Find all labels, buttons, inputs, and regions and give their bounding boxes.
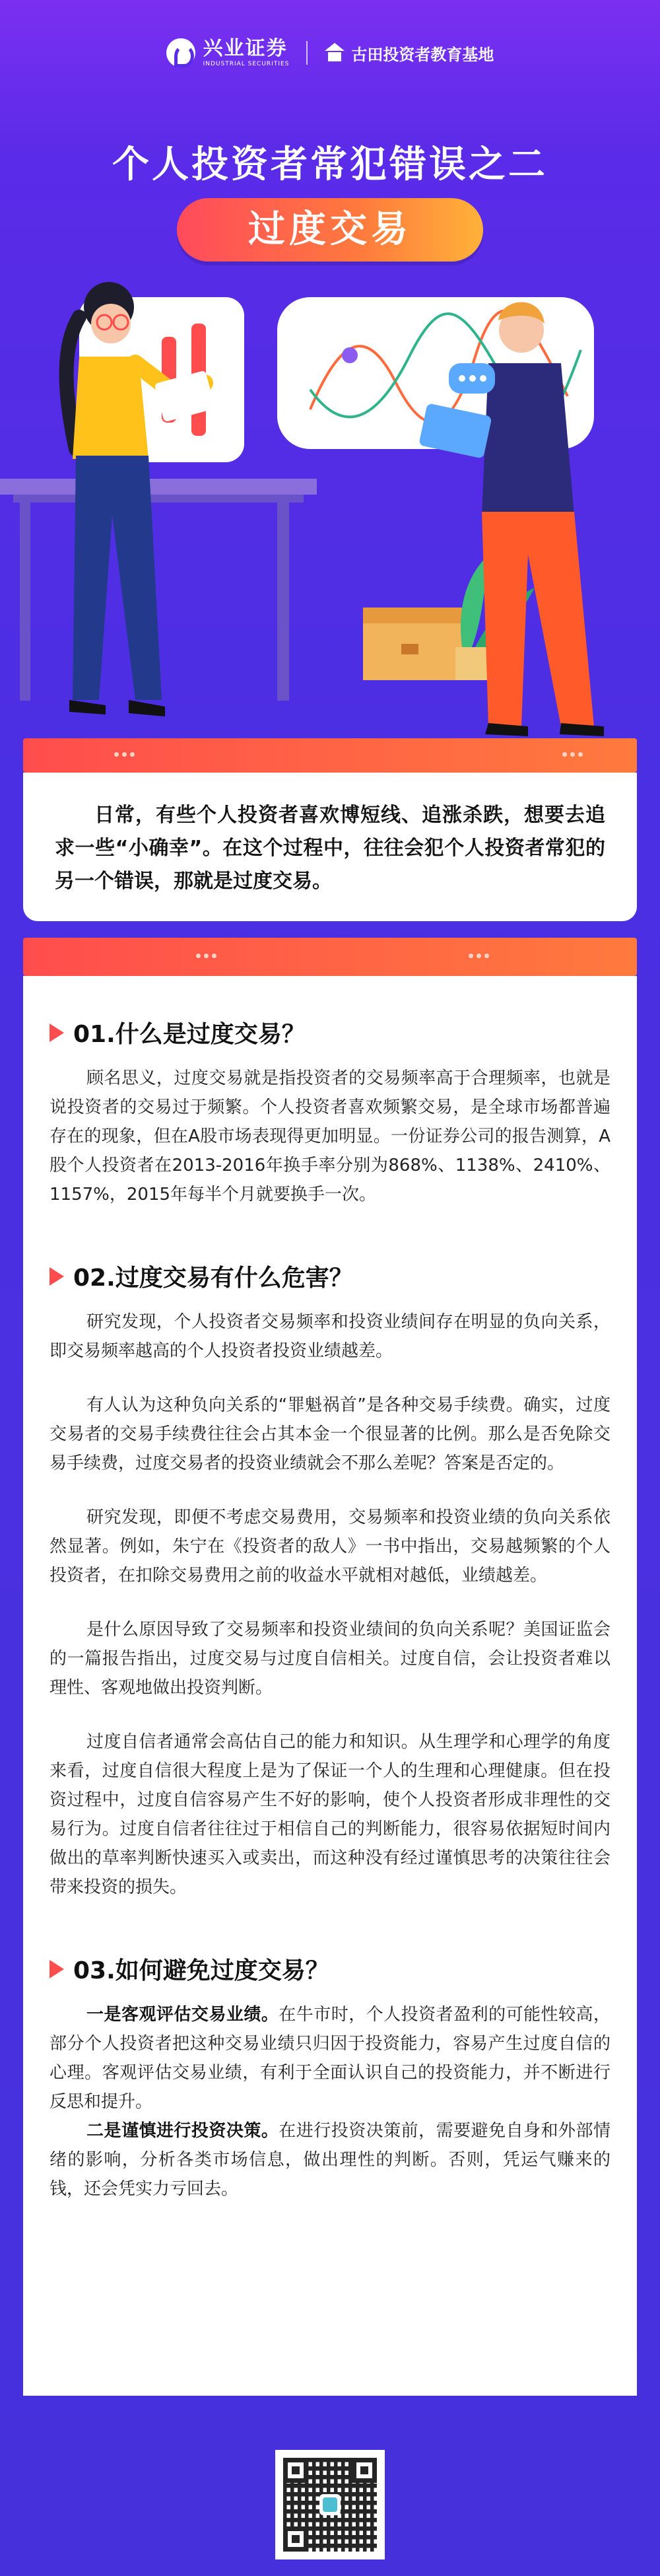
section-heading — [50, 1259, 610, 1293]
house-icon — [325, 43, 345, 63]
base-logo — [325, 42, 494, 65]
item-body: 在进行投资决策前，需要避免自身和外部情绪的影响，分析各类市场信息，做出理性的判断。否则，凭运气赚来的钱，还会凭实力亏回去。 — [50, 2121, 610, 2199]
brand-logo — [166, 38, 290, 67]
section-heading — [50, 1016, 610, 1049]
paragraph: 是什么原因导致了交易频率和投资业绩间的负向关系呢？美国证监会的一篇报告指出，过度交易与过度自信相关。过度自信，会让投资者难以理性、客观地做出投资判断。 — [50, 1620, 610, 1698]
triangle-arrow-icon — [50, 1960, 64, 1978]
intro-card — [23, 773, 637, 921]
base-name: 古田投资者教育基地 — [351, 45, 494, 64]
intro-text: 日常，有些个人投资者喜欢博短线、追涨杀跌，想要去追求一些“小确幸”。在这个过程中，往往会犯个人投资者常犯的另一个错误，那就是过度交易。 — [55, 804, 605, 893]
paragraph: 过度自信者通常会高估自己的能力和知识。从生理学和心理学的角度来看，过度自信很大程度上是为了保证一个人的生理和心理健康。但在投资过程中，过度自信容易产生不好的影响，使个人投资者形成非理性的交易行为。过度自信者往往过于相信自己的判断能力，很容易依据短时间内做出的草率判断快速买入或卖出，而这种没有经过谨慎思考的决策往往会带来投资的损失。 — [50, 1732, 610, 1897]
subtitle-pill: 过度交易 — [177, 198, 483, 261]
paragraph: 研究发现，即便不考虑交易费用，交易频率和投资业绩的负向关系依然显著。例如，朱宁在《投资者的敌人》一书中指出，交易越频繁的个人投资者，在扣除交易费用之前的收益水平就相对越低，业绩越差。 — [50, 1508, 610, 1585]
triangle-arrow-icon — [50, 1024, 64, 1042]
item-body: 在牛市时，个人投资者盈利的可能性较高，部分个人投资者把这种交易业绩只归因于投资能力，容易产生过度自信的心理。客观评估交易业绩，有利于全面认识自己的投资能力，并不断进行反思和提升。 — [50, 2005, 610, 2112]
brand-name-en: INDUSTRIAL SECURITIES — [203, 60, 290, 67]
paragraph: 顾名思义，过度交易就是指投资者的交易频率高于合理频率，也就是说投资者的交易过于频繁。个人投资者喜欢频繁交易，是全球市场都普遍存在的现象，但在A股市场表现得更加明显。一份证券公司的报告测算，A股个人投资者在2013-2016年换手率分别为868%、1138%、2410%、1157%，2015年每半个月就要换手一次。 — [50, 1068, 610, 1204]
item-lead: 一是客观评估交易业绩。 — [86, 2005, 279, 2025]
qr-pattern — [283, 2458, 377, 2552]
logo-divider — [306, 41, 308, 65]
section-heading-text: 03.如何避免过度交易？ — [73, 1957, 329, 1984]
item-lead: 二是谨慎进行投资决策。 — [86, 2121, 279, 2141]
paragraph — [50, 2116, 610, 2204]
qr-finder — [283, 2526, 308, 2552]
qr-finder — [283, 2458, 308, 2483]
intro-dots-left — [114, 752, 135, 757]
content-header-bar — [23, 938, 637, 976]
section-heading-text: 02.过度交易有什么危害？ — [73, 1265, 353, 1292]
intro-header-bar — [23, 738, 637, 773]
hero-illustration — [0, 277, 660, 740]
triangle-arrow-icon — [50, 1267, 64, 1286]
desk — [0, 479, 317, 495]
section-heading — [50, 1952, 610, 1986]
qr-finder — [352, 2458, 377, 2483]
qr-logo-icon — [319, 2494, 341, 2515]
qr-code — [275, 2450, 385, 2559]
paragraph: 研究发现，个人投资者交易频率和投资业绩间存在明显的负向关系，即交易频率越高的个人投资者投资业绩越差。 — [50, 1312, 610, 1361]
paragraph: 有人认为这种负向关系的“罪魁祸首”是各种交易手续费。确实，过度交易者的交易手续费往往会占其本金一个很显著的比例。那么是否免除交易手续费，过度交易者的投资业绩就会不那么差呢？答案是否定的。 — [50, 1395, 610, 1473]
header-logos — [0, 38, 660, 67]
page-title: 个人投资者常犯错误之二 — [112, 143, 548, 186]
content-dots-right — [469, 954, 489, 958]
section-heading-text: 01.什么是过度交易？ — [73, 1021, 306, 1048]
content-card — [23, 976, 637, 2396]
brand-logo-icon — [166, 38, 195, 67]
intro-dots-right — [562, 752, 583, 757]
paragraph — [50, 2000, 610, 2116]
content-dots-left — [196, 954, 216, 958]
brand-name-cn: 兴业证券 — [203, 36, 288, 60]
